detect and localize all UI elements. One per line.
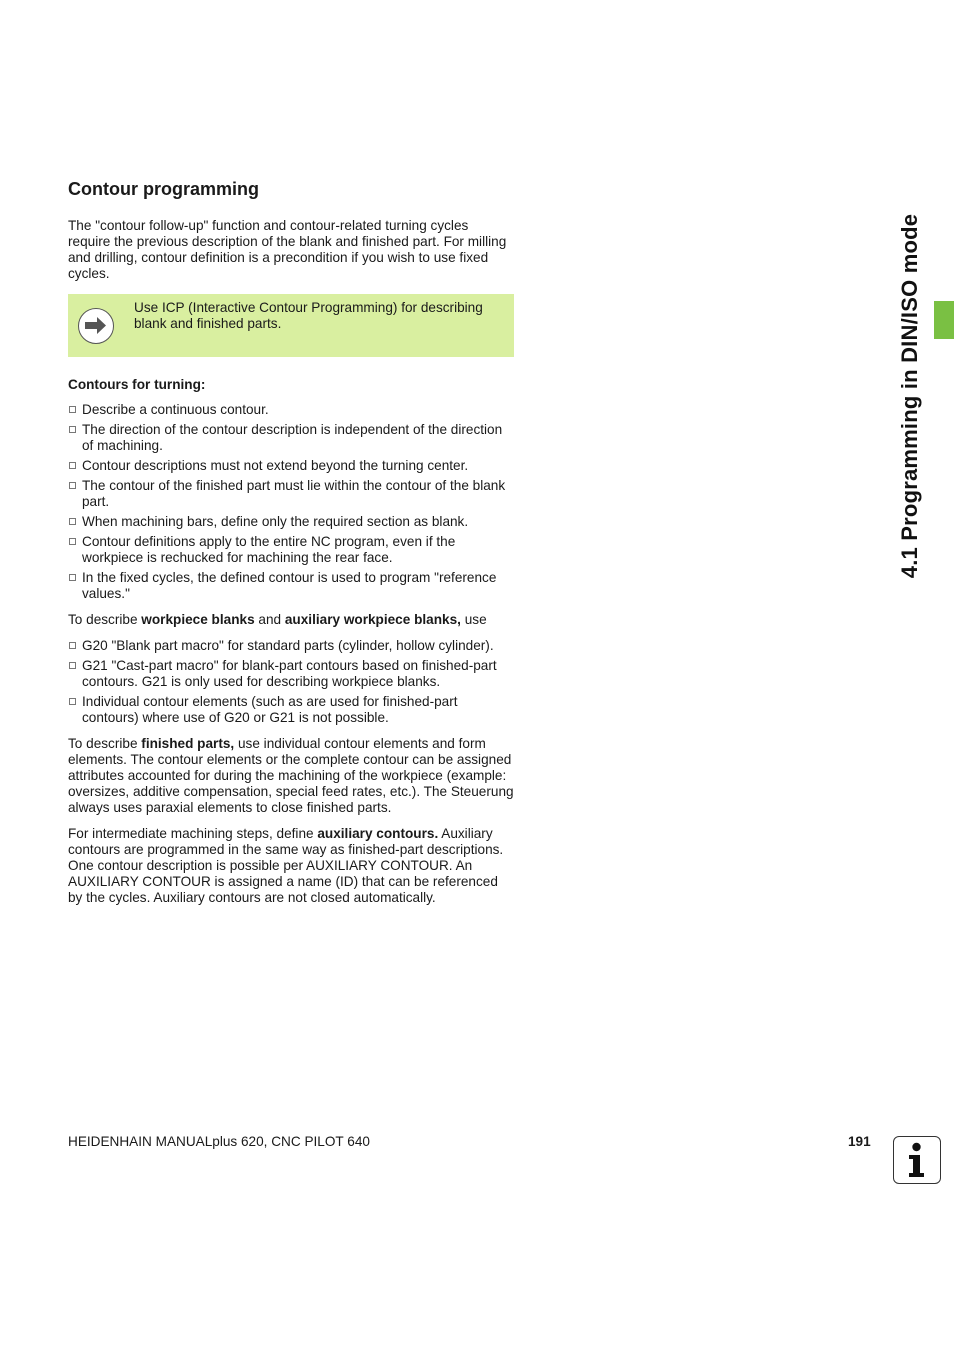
list-item: The direction of the contour description is independent of the direction of machining. [68, 422, 514, 454]
text-run: To describe [68, 736, 142, 751]
note-box [68, 294, 514, 357]
auxiliary-paragraph [68, 826, 514, 906]
list-item: In the fixed cycles, the defined contour is used to program "reference values." [68, 570, 514, 602]
blank-list [68, 638, 514, 726]
text-run: For intermediate machining steps, define [68, 826, 318, 841]
bold-term: auxiliary workpiece blanks, [284, 612, 461, 627]
text-run: and [254, 612, 285, 627]
list-item: G20 "Blank part macro" for standard parts (cylinder, hollow cylinder). [68, 638, 514, 654]
list-item: Contour definitions apply to the entire NC program, even if the workpiece is rechucked for machining the rear face. [68, 534, 514, 566]
turning-heading: Contours for turning: [68, 377, 206, 392]
arrow-right-icon [78, 308, 114, 344]
text-run: To describe [68, 612, 142, 627]
note-text: Use ICP (Interactive Contour Programming) for describing blank and finished parts. [134, 300, 483, 331]
info-icon [893, 1136, 941, 1184]
chapter-tab-label: 4.1 Programming in DIN/ISO mode [897, 213, 922, 579]
bold-term: finished parts, [141, 736, 235, 751]
page-number: 191 [848, 1134, 871, 1149]
list-item: Describe a continuous contour. [68, 402, 514, 418]
text-run: use individual contour elements and form elements. The contour elements or the complete contour can be assigned attributes accounted for during the machining of the workpiece (example: oversizes, additive compensation, special feed rates, etc.). The Steuerung always uses paraxial elements to close finished parts. [68, 736, 514, 815]
list-item: The contour of the finished part must lie within the contour of the blank part. [68, 478, 514, 510]
footer-manual: HEIDENHAIN MANUALplus 620, CNC PILOT 640 [68, 1134, 370, 1149]
bold-term: auxiliary contours. [317, 826, 439, 841]
blanks-sentence [68, 612, 514, 628]
main-content [68, 178, 514, 916]
text-run: use [460, 612, 487, 627]
turning-list [68, 402, 514, 602]
list-item: G21 "Cast-part macro" for blank-part contours based on finished-part contours. G21 is only used for describing workpiece blanks. [68, 658, 514, 690]
text-run: Auxiliary contours are programmed in the same way as finished-part descriptions. One contour description is possible per AUXILIARY CONTOUR. An AUXILIARY CONTOUR is assigned a name (ID) that can be referenced by the cycles. Auxiliary contours are not closed automatically. [68, 826, 504, 905]
finished-paragraph [68, 736, 514, 816]
chapter-tab-marker [934, 301, 954, 339]
list-item: When machining bars, define only the required section as blank. [68, 514, 514, 530]
intro-paragraph: The "contour follow-up" function and contour-related turning cycles require the previous description of the blank and finished part. For milling and drilling, contour definition is a precondition if you wish to use fixed cycles. [68, 218, 507, 281]
section-title: Contour programming [68, 179, 259, 199]
bold-term: workpiece blanks [141, 612, 255, 627]
list-item: Individual contour elements (such as are used for finished-part contours) where use of G20 or G21 is not possible. [68, 694, 514, 726]
list-item: Contour descriptions must not extend beyond the turning center. [68, 458, 514, 474]
